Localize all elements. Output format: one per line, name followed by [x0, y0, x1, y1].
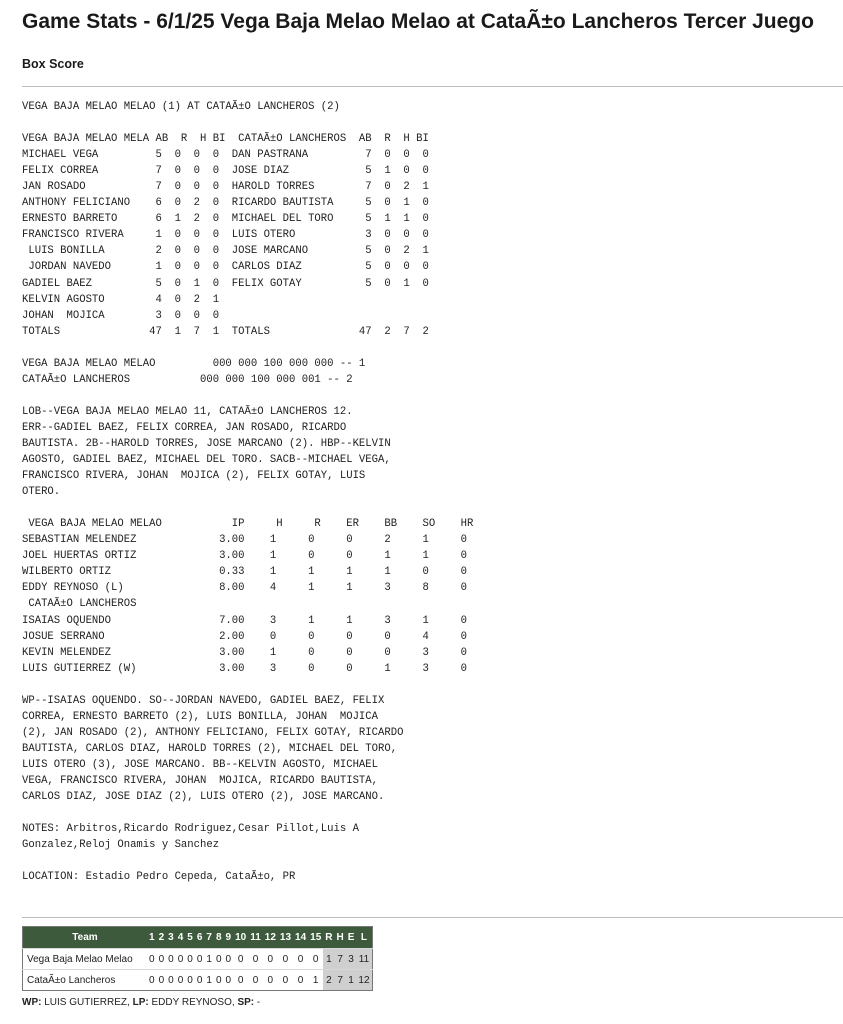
line-score-row [23, 970, 373, 991]
header-8: 8 [214, 927, 224, 949]
inning-9-runs: 0 [224, 970, 234, 991]
header-4: 4 [176, 927, 186, 949]
left-on-base: 12 [356, 970, 372, 991]
inning-13-runs: 0 [278, 949, 293, 970]
lp-label: LP: [132, 997, 149, 1008]
inning-15-runs: 1 [308, 970, 323, 991]
errors-total: 1 [346, 970, 357, 991]
team-name: CataÃ±o Lancheros [23, 970, 148, 991]
inning-14-runs: 0 [293, 970, 308, 991]
inning-1-runs: 0 [147, 970, 157, 991]
inning-15-runs: 0 [308, 949, 323, 970]
header-11: 11 [248, 927, 263, 949]
inning-12-runs: 0 [263, 970, 278, 991]
box-score-subtitle: Box Score [22, 57, 84, 71]
pitcher-decisions: WP: LUIS GUTIERREZ, LP: EDDY REYNOSO, SP: - [22, 997, 261, 1008]
header-l: L [356, 927, 372, 949]
hits-total: 7 [335, 949, 346, 970]
header-team: Team [23, 927, 148, 949]
page-title: Game Stats - 6/1/25 Vega Baja Melao Melao at CataÃ±o Lancheros Tercer Juego [22, 10, 814, 33]
winning-pitcher: LUIS GUTIERREZ [44, 997, 128, 1008]
line-score-row [23, 949, 373, 970]
header-7: 7 [204, 927, 214, 949]
inning-11-runs: 0 [248, 949, 263, 970]
header-14: 14 [293, 927, 308, 949]
inning-10-runs: 0 [233, 949, 248, 970]
save-pitcher: - [256, 997, 261, 1008]
inning-13-runs: 0 [278, 970, 293, 991]
team-name: Vega Baja Melao Melao [23, 949, 148, 970]
header-9: 9 [224, 927, 234, 949]
header-3: 3 [166, 927, 176, 949]
inning-7-runs: 1 [204, 970, 214, 991]
header-5: 5 [185, 927, 195, 949]
header-15: 15 [308, 927, 323, 949]
box-score-text: VEGA BAJA MELAO MELAO (1) AT CATAÃ±O LANCHEROS (2) VEGA BAJA MELAO MELA AB R H BI CATAÃ±O LANCHEROS AB R H BI MICHAEL VEGA 5 0 0 0 DAN PASTRANA 7 0 0 0 FELIX CORREA 7 0 0 0 JOSE DIAZ 5 1 0 0 JAN ROSADO 7 0 0 0 HAROLD TORRES 7 0 2 1 ANTHONY FELICIANO 6 0 2 0 RICARDO BAUTISTA 5 0 1 0 ERNESTO BARRETO 6 1 2 0 MICHAEL DEL TORO 5 1 1 0 FRANCISCO RIVERA 1 0 0 0 LUIS OTERO 3 0 0 0 LUIS BONILLA 2 0 0 0 JOSE MARCANO 5 0 2 1 JORDAN NAVEDO 1 0 0 0 CARLOS DIAZ 5 0 0 0 GADIEL BAEZ 5 0 1 0 FELIX GOTAY 5 0 1 0 KELVIN AGOSTO 4 0 2 1 JOHAN MOJICA 3 0 0 0 TOTALS 47 1 7 1 TOTALS 47 2 7 2 VEGA BAJA MELAO MELAO 000 000 100 000 000 -- 1 CATAÃ±O LANCHEROS 000 000 100 000 001 -- 2 LOB--VEGA BAJA MELAO MELAO 11, CATAÃ±O LANCHEROS 12. ERR--GADIEL BAEZ, FELIX CORREA, JAN ROSADO, RICARDO BAUTISTA. 2B--HAROLD TORRES, JOSE MARCANO (2). HBP--KELVIN AGOSTO, GADIEL BAEZ, MICHAEL DEL TORO. SACB--MICHAEL VEGA, FRANCISCO RIVERA, JOHAN MOJICA (2), FELIX GOTAY, LUIS OTERO. VEGA BAJA MELAO MELAO IP H R ER BB SO HR SEBASTIAN MELENDEZ 3.00 1 0 0 2 1 0 JOEL HUERTAS ORTIZ 3.00 1 0 0 1 1 0 WILBERTO ORTIZ 0.33 1 1 1 1 0 0 EDDY REYNOSO (L) 8.00 4 1 1 3 8 0 CATAÃ±O LANCHEROS ISAIAS OQUENDO 7.00 3 1 1 3 1 0 JOSUE SERRANO 2.00 0 0 0 0 4 0 KEVIN MELENDEZ 3.00 1 0 0 0 3 0 LUIS GUTIERREZ (W) 3.00 3 0 0 1 3 0 WP--ISAIAS OQUENDO. SO--JORDAN NAVEDO, GADIEL BAEZ, FELIX CORREA, ERNESTO BARRETO (2), LUIS BONILLA, JOHAN MOJICA (2), JAN ROSADO (2), ANTHONY FELICIANO, FELIX GOTAY, RICARDO BAUTISTA, CARLOS DIAZ, HAROLD TORRES (2), MICHAEL DEL TORO, LUIS OTERO (3), JOSE MARCANO. BB--KELVIN AGOSTO, MICHAEL VEGA, FRANCISCO RIVERA, JOHAN MOJICA, RICARDO BAUTISTA, CARLOS DIAZ, JOSE DIAZ (2), LUIS OTERO (2), JOSE MARCANO. NOTES: Arbitros,Ricardo Rodriguez,Cesar Pillot,Luis A Gonzalez,Reloj Onamis y Sanchez LOCATION: Estadio Pedro Cepeda, CataÃ±o, PR [22, 101, 474, 884]
inning-6-runs: 0 [195, 949, 205, 970]
line-score-body [23, 949, 373, 991]
inning-1-runs: 0 [147, 949, 157, 970]
header-r: R [323, 927, 334, 949]
inning-10-runs: 0 [233, 970, 248, 991]
inning-2-runs: 0 [157, 949, 167, 970]
inning-4-runs: 0 [176, 970, 186, 991]
inning-7-runs: 1 [204, 949, 214, 970]
header-2: 2 [157, 927, 167, 949]
header-13: 13 [278, 927, 293, 949]
line-score-header-row [23, 927, 373, 949]
runs-total: 2 [323, 970, 334, 991]
runs-total: 1 [323, 949, 334, 970]
hits-total: 7 [335, 970, 346, 991]
inning-3-runs: 0 [166, 949, 176, 970]
header-10: 10 [233, 927, 248, 949]
inning-2-runs: 0 [157, 970, 167, 991]
errors-total: 3 [346, 949, 357, 970]
sp-label: SP: [237, 997, 255, 1008]
divider-top [22, 86, 843, 87]
inning-5-runs: 0 [185, 949, 195, 970]
divider-bottom [22, 917, 843, 918]
losing-pitcher: EDDY REYNOSO [151, 997, 232, 1008]
wp-label: WP: [22, 997, 42, 1008]
inning-8-runs: 0 [214, 970, 224, 991]
inning-3-runs: 0 [166, 970, 176, 991]
line-score-table [22, 926, 373, 991]
header-12: 12 [263, 927, 278, 949]
inning-11-runs: 0 [248, 970, 263, 991]
left-on-base: 11 [356, 949, 372, 970]
inning-5-runs: 0 [185, 970, 195, 991]
header-6: 6 [195, 927, 205, 949]
inning-8-runs: 0 [214, 949, 224, 970]
inning-12-runs: 0 [263, 949, 278, 970]
inning-6-runs: 0 [195, 970, 205, 991]
header-e: E [346, 927, 357, 949]
inning-14-runs: 0 [293, 949, 308, 970]
header-h: H [335, 927, 346, 949]
inning-9-runs: 0 [224, 949, 234, 970]
header-1: 1 [147, 927, 157, 949]
inning-4-runs: 0 [176, 949, 186, 970]
